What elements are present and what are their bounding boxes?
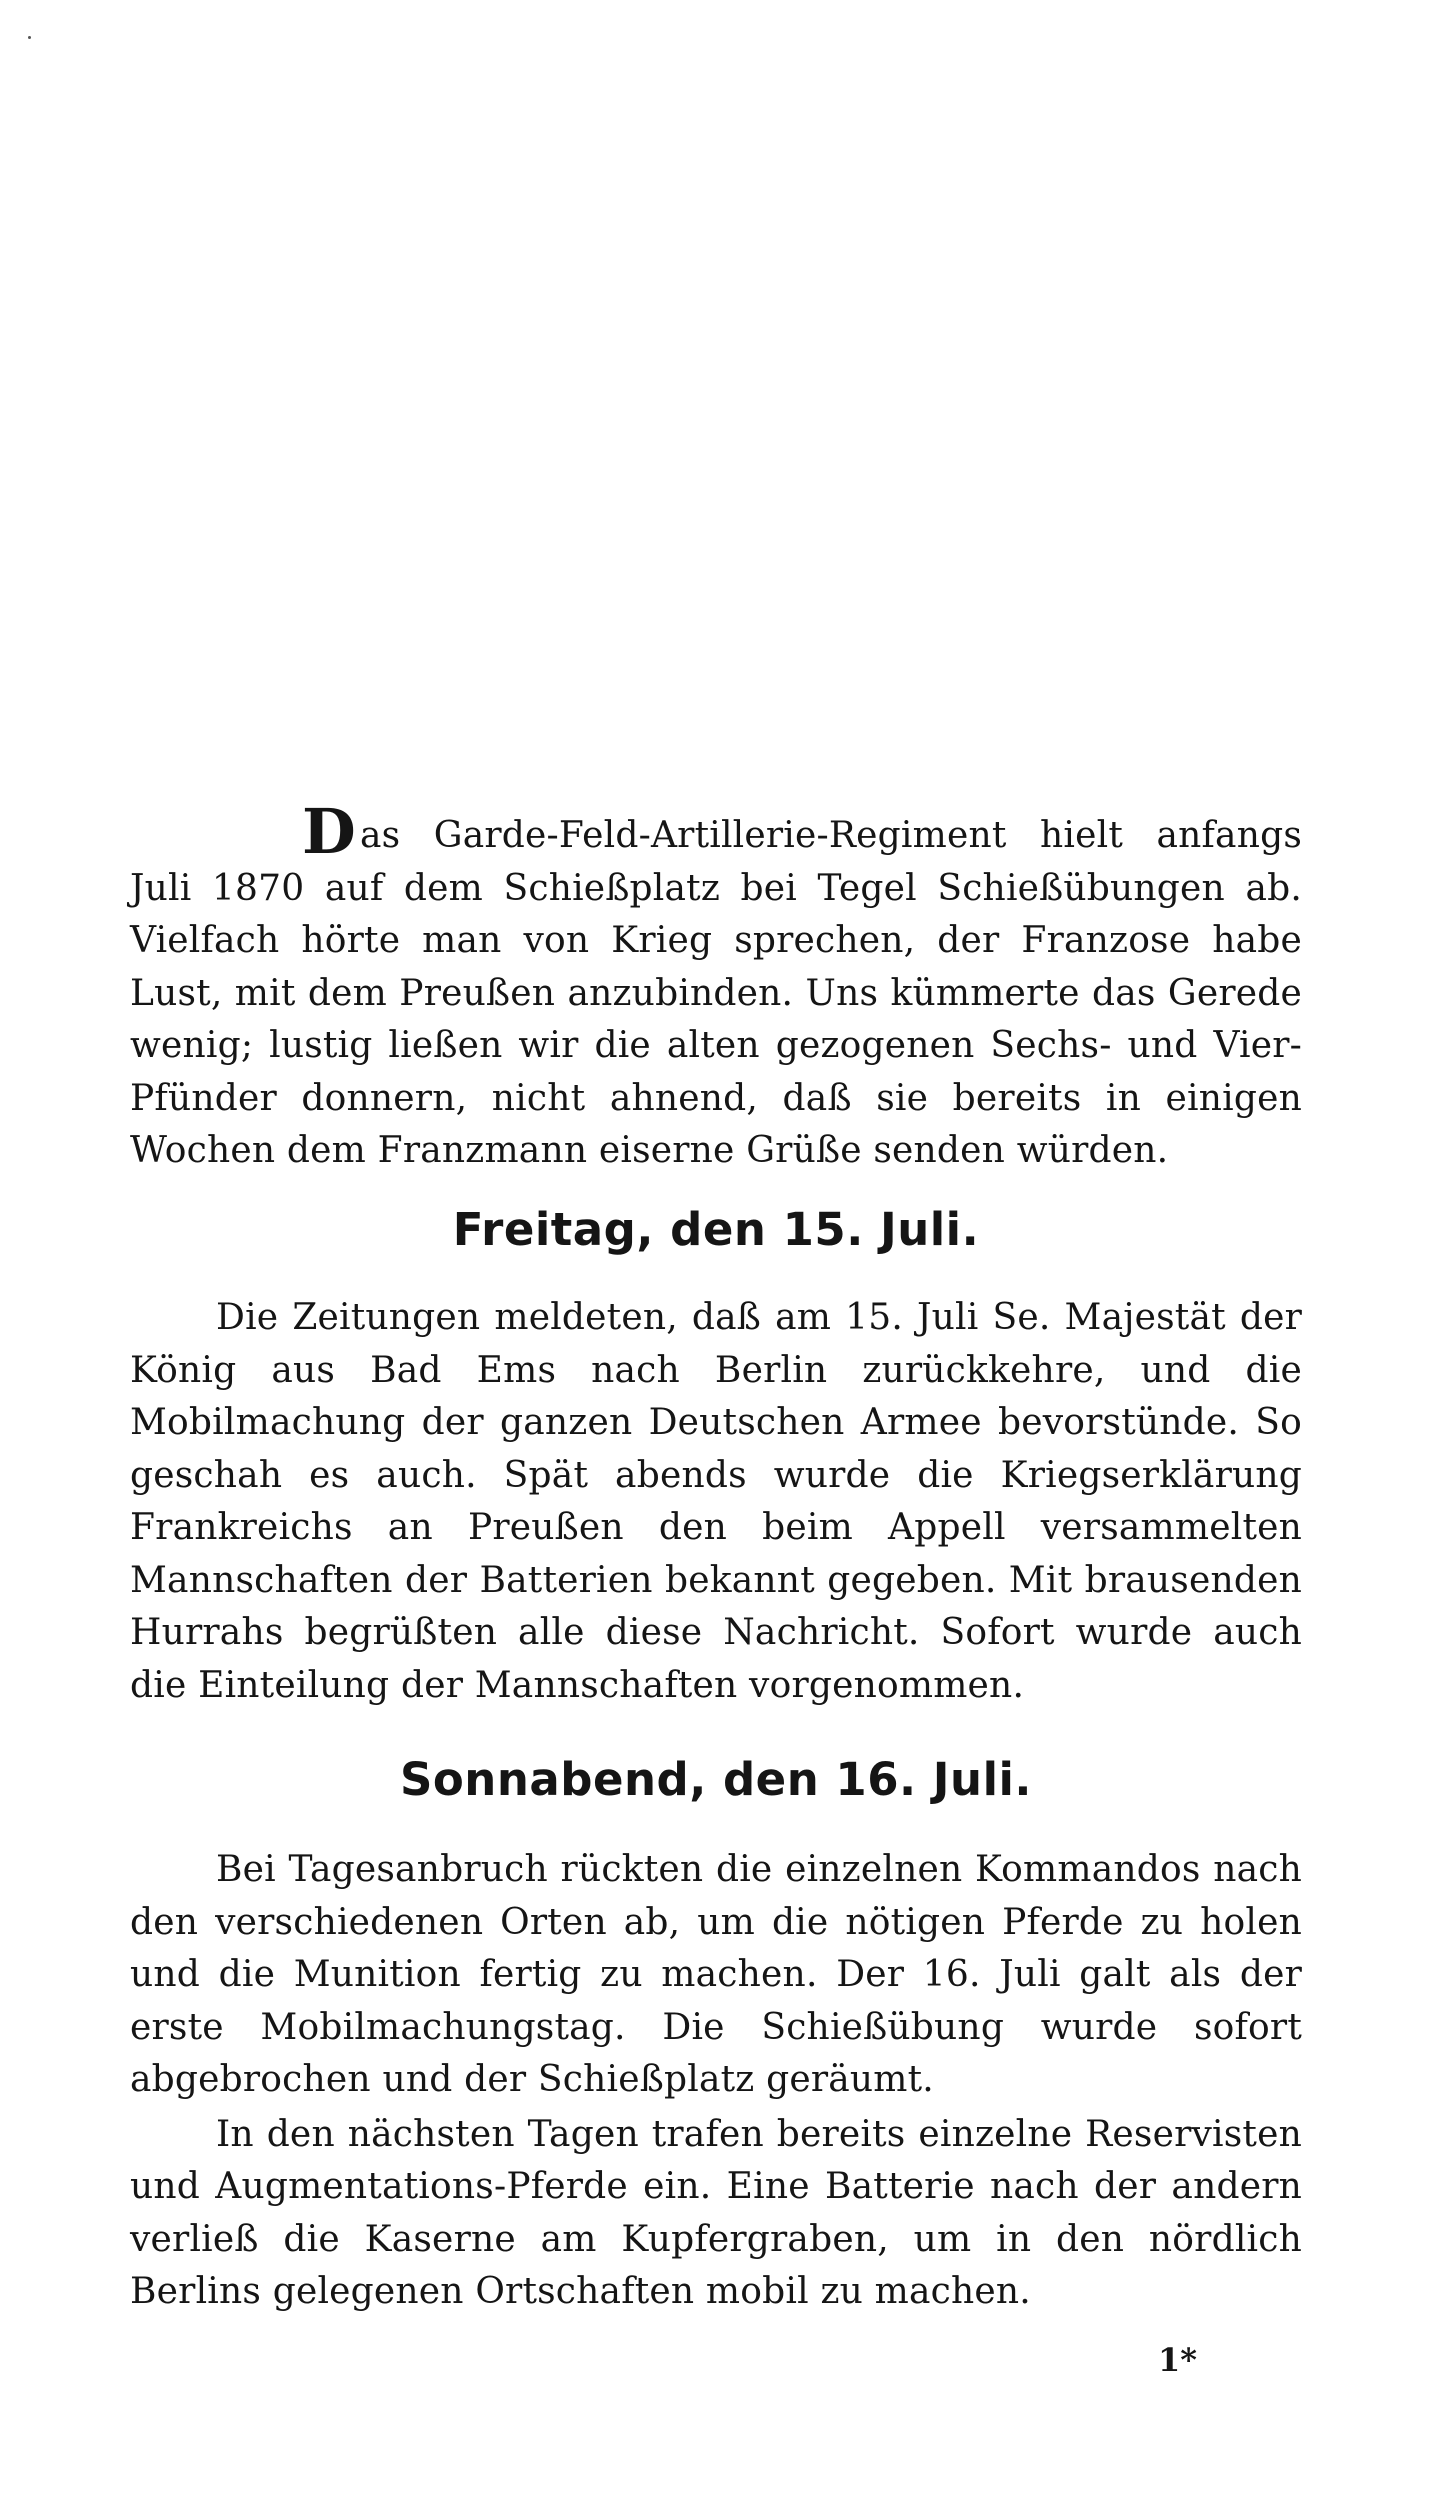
speck-mark — [28, 36, 31, 39]
section1-paragraph: Die Zeitungen meldeten, daß am 15. Juli Se. Majestät der König aus Bad Ems nach Berlin zurückkehre, und die Mobilmachung der ganzen Deutschen Armee bevorstünde. So geschah es auch. Spät abends wurde die Kriegserklärung Frankreichs an Preußen den beim Appell versammelten Mannschaften der Batterien bekannt gegeben. Mit brausenden Hurrahs begrüßten alle diese Nachricht. Sofort wurde auch die Einteilung der Mannschaften vorgenommen. — [130, 1297, 1302, 1706]
drop-cap: D — [302, 795, 356, 868]
intro-paragraph-block — [130, 795, 1302, 1178]
section2-block — [130, 1844, 1302, 2319]
section2-paragraph-1: Bei Tagesanbruch rückten die einzelnen Kommandos nach den verschiedenen Orten ab, um die nötigen Pferde zu holen und die Munition fertig zu machen. Der 16. Juli galt als der erste Mobilmachungstag. Die Schießübung wurde sofort abgebrochen und der Schießplatz geräumt. — [130, 1849, 1302, 2100]
section-heading-sonnabend: Sonnabend, den 16. Juli. — [399, 1753, 1033, 1806]
section1-block — [130, 1292, 1302, 1712]
intro-text: as Garde-Feld-Artillerie-Regiment hielt anfangs Juli 1870 auf dem Schießplatz bei Tegel Schießübungen ab. Vielfach hörte man von Krieg sprechen, der Franzose habe Lust, mit dem Preußen anzubinden. Uns kümmerte das Gerede wenig; lustig ließen wir die alten gezogenen Sechs- und Vier-Pfünder donnern, nicht ahnend, daß sie bereits in einigen Wochen dem Franzmann eiserne Grüße senden würden. — [130, 815, 1302, 1171]
page-number: 1* — [1158, 2341, 1197, 2379]
section2-paragraph-2: In den nächsten Tagen trafen bereits einzelne Reservisten und Augmentations-Pferde ein. Eine Batterie nach der andern verließ die Kaserne am Kupfergraben, um in den nördlich Berlins gelegenen Ortschaften mobil zu machen. — [130, 2113, 1302, 2312]
section-heading-freitag: Freitag, den 15. Juli. — [452, 1203, 980, 1256]
intro-paragraph — [130, 795, 1302, 1178]
